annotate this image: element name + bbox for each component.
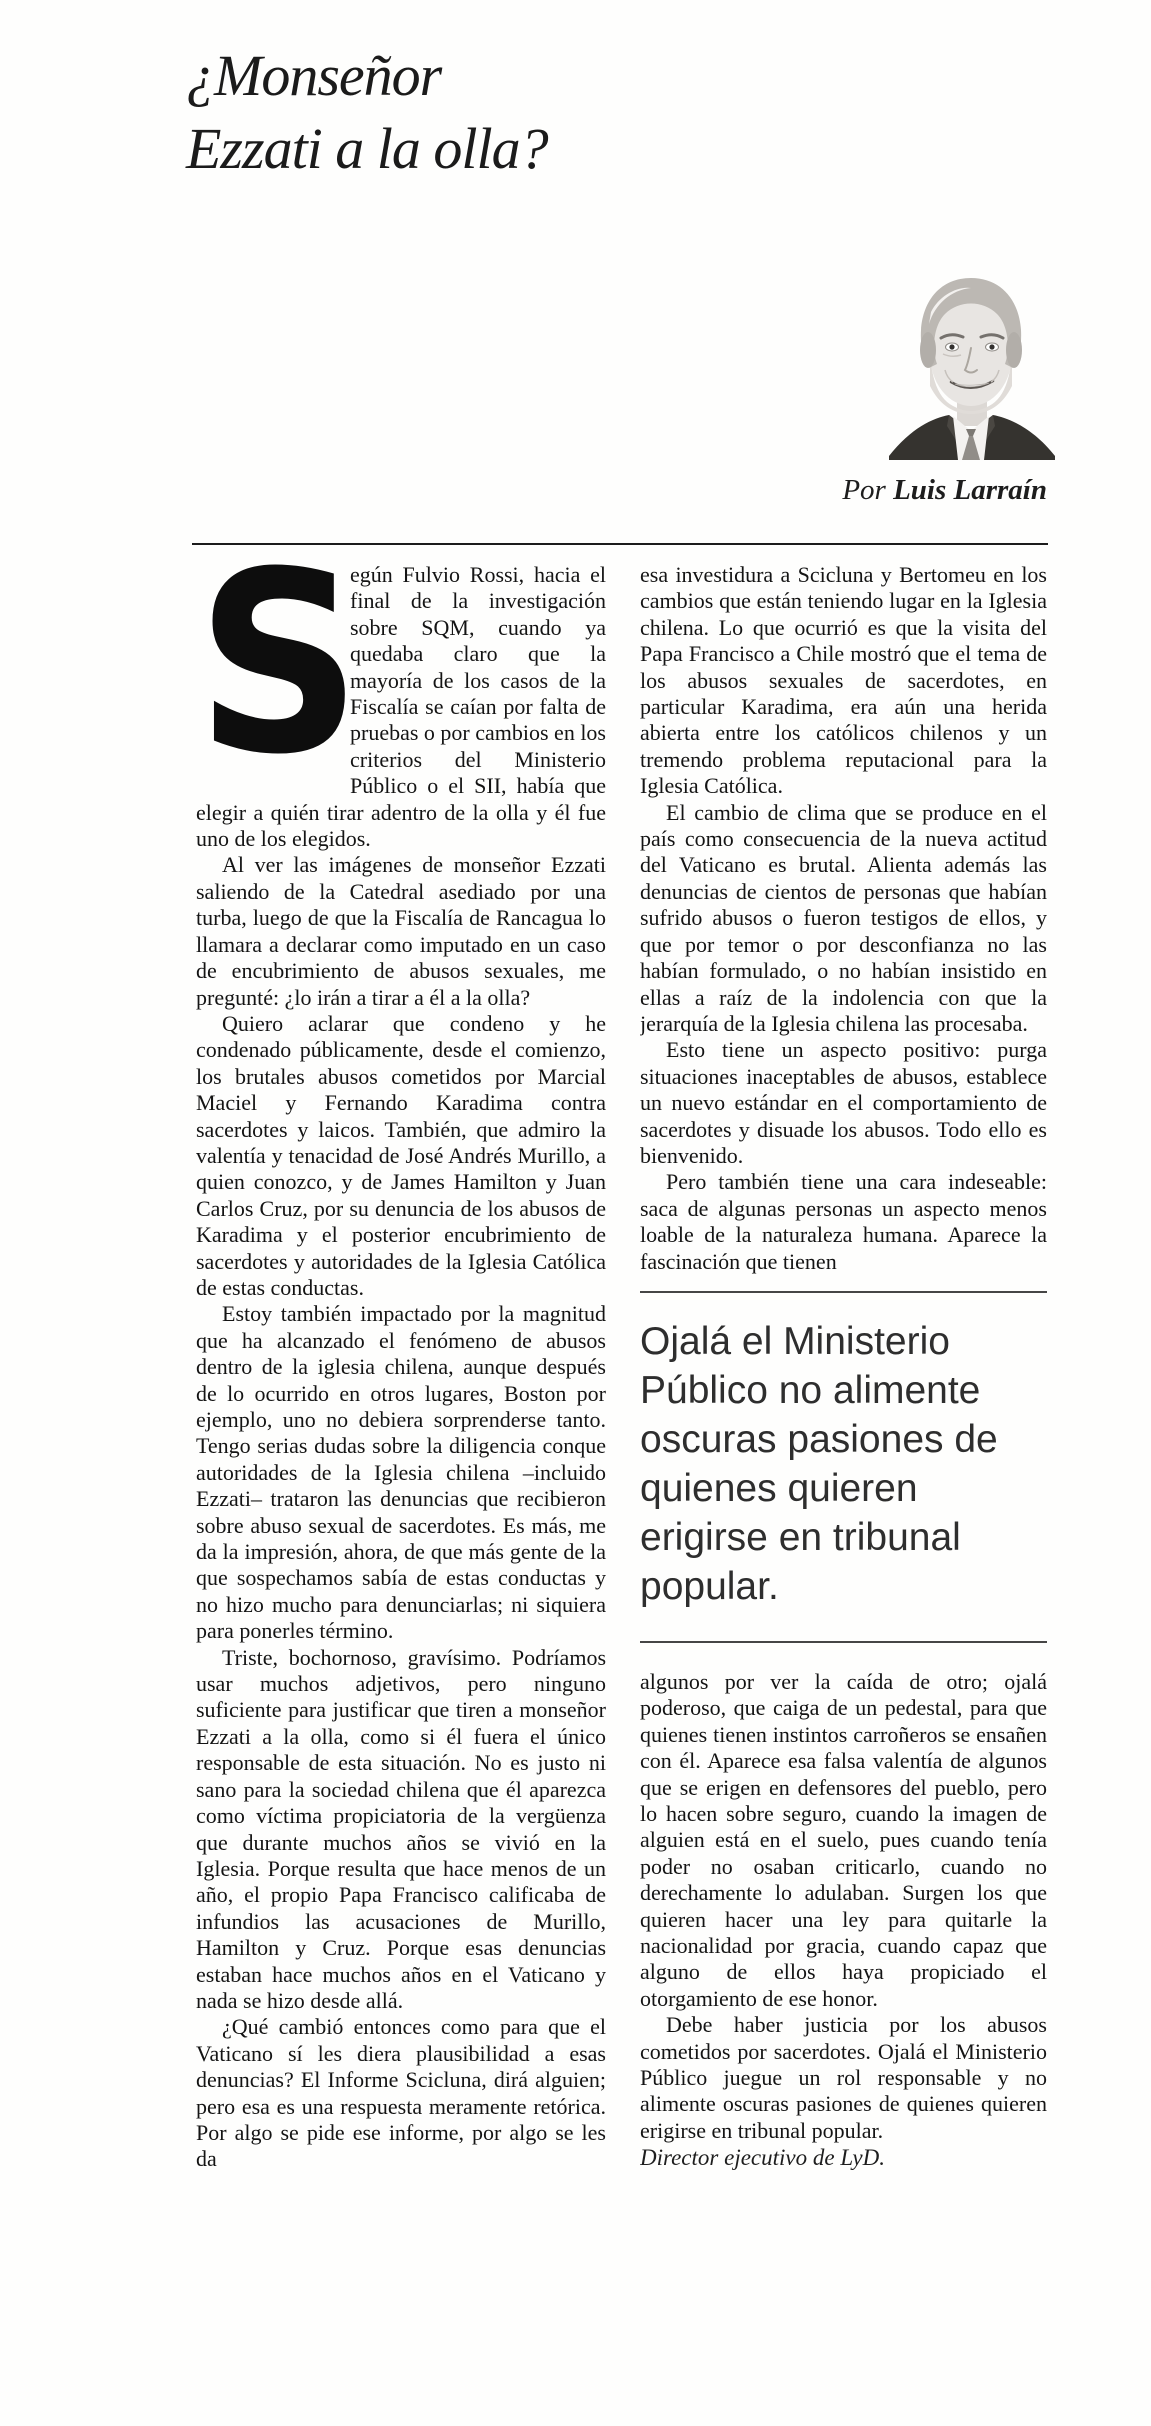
byline-prefix: Por [842,474,894,506]
paragraph: Triste, bochornoso, gravísimo. Podríamos usar muchos adjetivos, pero ninguno suficiente para justificar que tiren a monseñor Ezzati a la olla, como si él fuera el único responsable de esta situación. No es justo ni sano para la sociedad chilena que él aparezca como víctima propiciatoria de la vergüenza que durante muchos años se vivió en la Iglesia. Porque resulta que hace menos de un año, el propio Papa Francisco calificaba de infundios las acusaciones de Murillo, Hamilton y Cruz. Porque esas denuncias estaban hace muchos años en el Vaticano y nada se hizo desde allá. [196,1644,606,2013]
paragraph-lead [196,562,606,852]
headline-line-1: ¿Monseñor [186,42,442,108]
paragraph: Al ver las imágenes de monseñor Ezzati saliendo de la Catedral asediado por una turba, luego de que la Fiscalía de Rancagua lo llamara a declarar como imputado en un caso de encubrimiento de abusos sexuales, me pregunté: ¿lo irán a tirar a él a la olla? [196,852,606,1010]
paragraph: Esto tiene un aspecto positivo: purga situaciones inaceptables de abusos, establece un nuevo estándar en el comportamiento de sacerdotes y disuade los abusos. Todo ello es bienvenido. [640,1037,1047,1168]
paragraph: El cambio de clima que se produce en el país como consecuencia de la nueva actitud del Vaticano es brutal. Alienta además las denuncias de cientos de personas que habían sufrido abusos o fueron testigos de ellos, y que por temor o por desconfianza no las habían formulado, o no habían insistido en ellas a raíz de la indolencia con que la jerarquía de la Iglesia chilena las procesaba. [640,799,1047,1036]
pull-quote: Ojalá el Ministerio Público no alimente oscuras pasiones de quienes quieren erigirse en tribunal popular. [640,1291,1047,1643]
right-column [640,562,1047,2420]
author-name: Luis Larraín [893,474,1047,506]
paragraph: Quiero aclarar que condeno y he condenado públicamente, desde el comienzo, los brutales abusos cometidos por Marcial Maciel y Fernando Karadima contra sacerdotes y laicos. También, que admiro la valentía y tenacidad de José Andrés Murillo, a quien conozco, y de James Hamilton y Juan Carlos Cruz, por su denuncia de los abusos de Karadima y el posterior encubrimiento de sacerdotes y autoridades de la Iglesia Católica de estas conductas. [196,1010,606,1300]
header-rule [192,543,1048,545]
author-role-note: Director ejecutivo de LyD. [640,2145,885,2171]
paragraph: Pero también tiene una cara indeseable: saca de algunas personas un aspecto menos loable de la naturaleza humana. Aparece la fascinación que tienen [640,1169,1047,1274]
paragraph: esa investidura a Scicluna y Bertomeu en los cambios que están teniendo lugar en la Iglesia chilena. Lo que ocurrió es que la visita del Papa Francisco a Chile mostró que el tema de los abusos sexuales de sacerdotes, en particular Karadima, era aún una herida abierta entre los católicos chilenos y un tremendo problema reputacional para la Iglesia Católica. [640,562,1047,799]
article-headline [186,39,548,185]
author-portrait-sketch-icon [883,266,1061,460]
drop-cap: S [196,562,362,809]
author-portrait [883,266,1061,460]
paragraph: algunos por ver la caída de otro; ojalá poderoso, que caiga de un pedestal, para que quienes tienen instintos carroñeros se ensañen con él. Aparece esa falsa valentía de algunos que se erigen en defensores del pueblo, pero lo hacen sobre seguro, cuando la imagen de alguien está en el suelo, pues cuando tenía poder no osaban criticarlo, cuando no derechamente lo adulaban. Surgen los que quieren hacer una ley para quitarle la nacionalidad por gracia, cuando capaz que alguno de ellos haya propiciado el otorgamiento de ese honor. [640,1668,1047,2011]
byline [640,474,1047,506]
left-column [196,562,606,2420]
headline-line-2: Ezzati a la olla? [186,115,548,181]
paragraph: ¿Qué cambió entonces como para que el Vaticano sí les diera plausibilidad a esas denuncias? El Informe Scicluna, dirá alguien; pero esa es una respuesta meramente retórica. Por algo se pide ese informe, por algo se les da [196,2014,606,2172]
paragraph: Debe haber justicia por los abusos cometidos por sacerdotes. Ojalá el Ministerio Público juegue un rol responsable y no alimente oscuras pasiones de quienes quieren erigirse en tribunal popular. [640,2012,1047,2143]
lead-paragraph-text: egún Fulvio Rossi, hacia el final de la investigación sobre SQM, cuando ya quedaba claro que la mayoría de los casos de la Fiscalía se caían por falta de pruebas o por cambios en los criterios del Ministerio Público o el SII, había que elegir a quién tirar adentro de la olla y él fue uno de los elegidos. [196,562,606,852]
paragraph: Estoy también impactado por la magnitud que ha alcanzado el fenómeno de abusos dentro de la iglesia chilena, aunque después de lo ocurrido en otros lugares, Boston por ejemplo, uno no debiera sorprenderse tanto. Tengo serias dudas sobre la diligencia conque autoridades de la Iglesia chilena –incluido Ezzati– trataron las denuncias que recibieron sobre abuso sexual de sacerdotes. Es más, me da la impresión, ahora, de que más gente de la que sospechamos sabía de estas conductas y no hizo mucho para denunciarlas; ni siquiera para ponerles término. [196,1301,606,1644]
